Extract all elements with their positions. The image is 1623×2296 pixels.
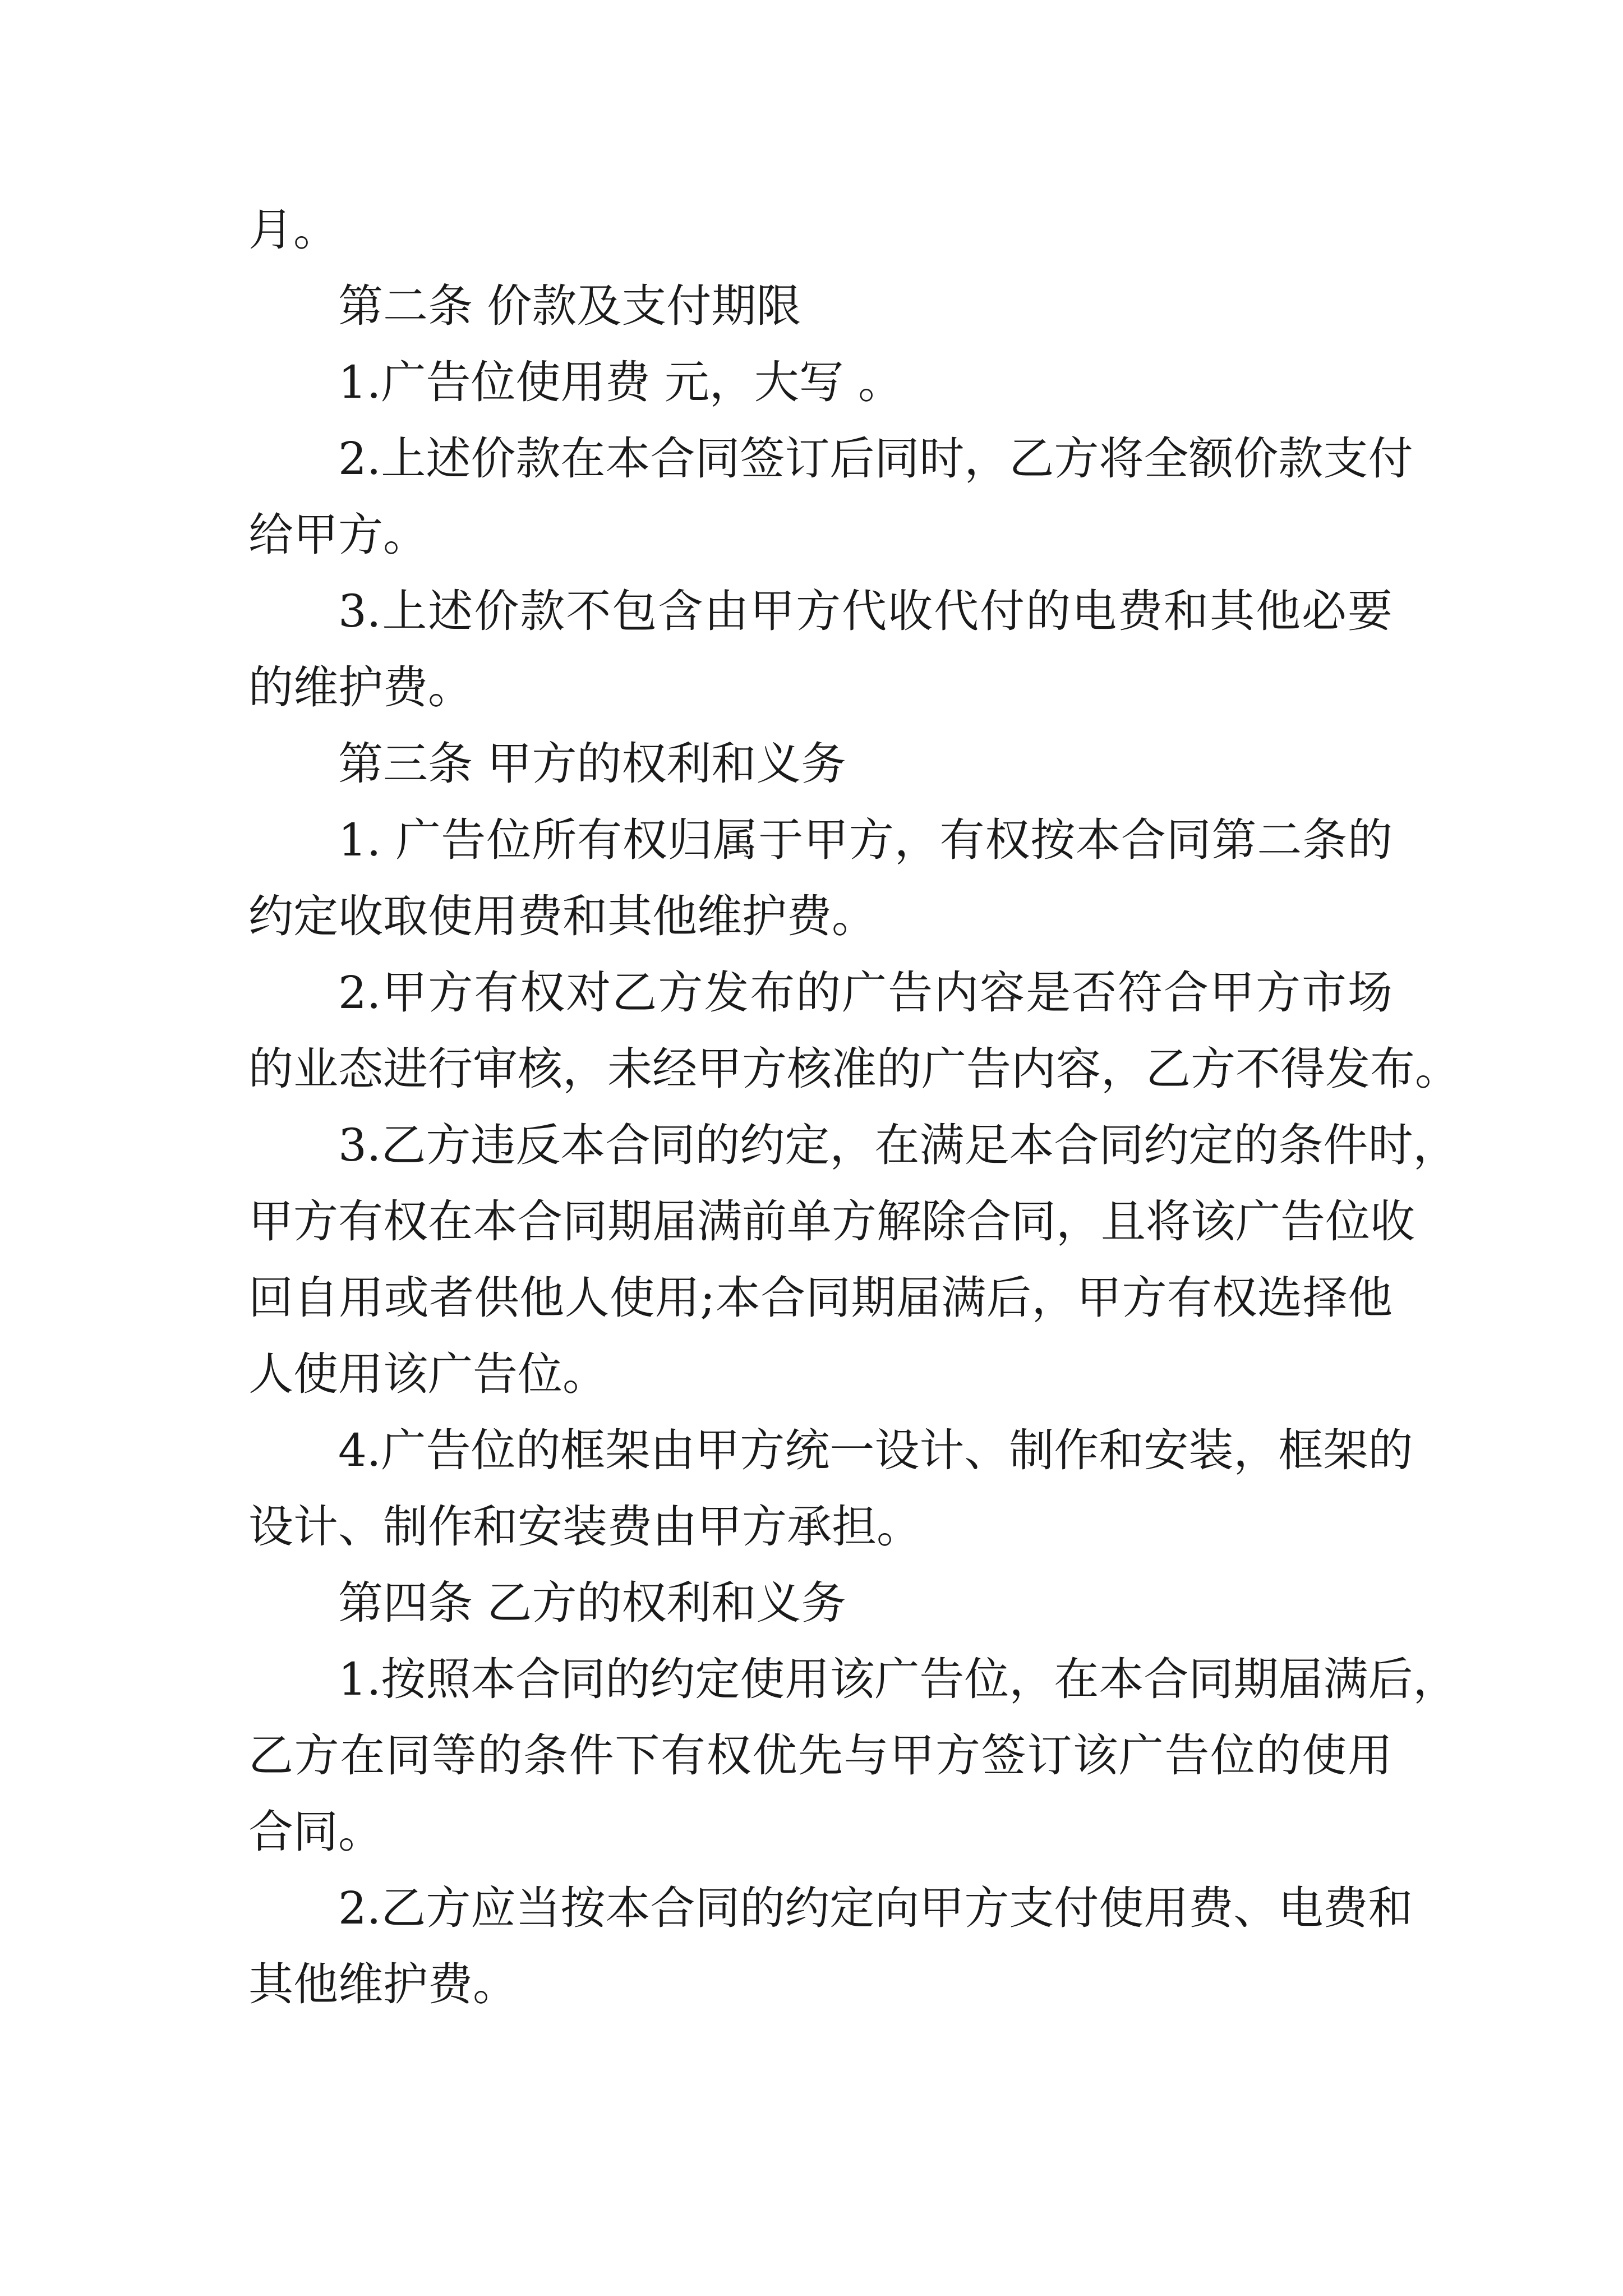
text-line: 2.上述价款在本合同签订后同时，乙方将全额价款支付 bbox=[338, 432, 1413, 485]
text-line: 月。 bbox=[248, 204, 338, 256]
text-line: 约定收取使用费和其他维护费。 bbox=[248, 890, 877, 942]
text-line: 2.乙方应当按本合同的约定向甲方支付使用费、电费和 bbox=[338, 1882, 1413, 1934]
section-heading: 第四条 乙方的权利和义务 bbox=[338, 1577, 846, 1629]
text-line: 4.广告位的框架由甲方统一设计、制作和安装，框架的 bbox=[338, 1424, 1413, 1476]
text-line: 的维护费。 bbox=[248, 661, 473, 714]
text-line: 人使用该广告位。 bbox=[248, 1348, 607, 1400]
text-line: 3.乙方违反本合同的约定，在满足本合同约定的条件时， bbox=[338, 1119, 1458, 1171]
text-line: 回自用或者供他人使用;本合同期届满后，甲方有权选择他 bbox=[248, 1272, 1393, 1324]
text-line: 1. 广告位所有权归属于甲方，有权按本合同第二条的 bbox=[338, 814, 1393, 866]
text-line: 1.广告位使用费 元，大写 。 bbox=[338, 356, 903, 408]
text-line: 其他维护费。 bbox=[248, 1958, 518, 2010]
text-line: 乙方在同等的条件下有权优先与甲方签订该广告位的使用 bbox=[248, 1729, 1393, 1782]
text-line: 的业态进行审核，未经甲方核准的广告内容，乙方不得发布。 bbox=[248, 1043, 1460, 1095]
text-line: 1.按照本合同的约定使用该广告位，在本合同期届满后， bbox=[338, 1653, 1458, 1705]
section-heading: 第二条 价款及支付期限 bbox=[338, 280, 801, 332]
text-line: 3.上述价款不包含由甲方代收代付的电费和其他必要 bbox=[338, 585, 1393, 637]
text-line: 甲方有权在本合同期届满前单方解除合同，且将该广告位收 bbox=[248, 1195, 1415, 1248]
text-line: 合同。 bbox=[248, 1806, 383, 1858]
section-heading: 第三条 甲方的权利和义务 bbox=[338, 738, 846, 790]
text-line: 设计、制作和安装费由甲方承担。 bbox=[248, 1501, 921, 1553]
text-line: 2.甲方有权对乙方发布的广告内容是否符合甲方市场 bbox=[338, 967, 1393, 1019]
text-line: 给甲方。 bbox=[248, 509, 428, 561]
